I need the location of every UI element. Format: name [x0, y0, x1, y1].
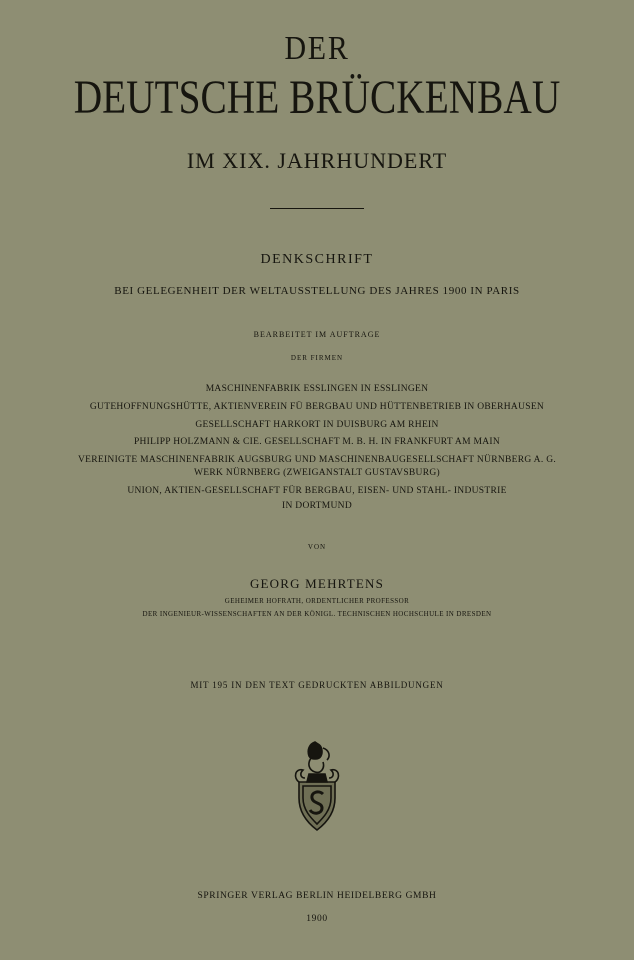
publication-year: 1900	[306, 914, 328, 924]
von-label: VON	[307, 543, 327, 551]
author-affiliation: DER INGENIEUR-WISSENSCHAFTEN AN DER KÖNIGL. TECHNISCHEN HOCHSCHULE IN DRESDEN	[142, 610, 492, 618]
author-name: GEORG MEHRTENS	[249, 576, 385, 591]
publisher-name: SPRINGER VERLAG BERLIN HEIDELBERG GMBH	[197, 891, 437, 901]
springer-knight-emblem-icon	[289, 738, 345, 834]
firm-line: GUTEHOFFNUNGSHÜTTE, AKTIENVEREIN FÜ BERGBAU UND HÜTTENBETRIEB IN OBERHAUSEN	[89, 402, 545, 412]
subtitle: IM XIX. JAHRHUNDERT	[186, 148, 448, 173]
firm-line: PHILIPP HOLZMANN & CIE. GESELLSCHAFT M. B. H. IN FRANKFURT AM MAIN	[133, 437, 501, 447]
author-position: GEHEIMER HOFRATH, ORDENTLICHER PROFESSOR	[224, 597, 410, 605]
divider-rule	[270, 208, 364, 209]
firm-line: MASCHINENFABRIK ESSLINGEN IN ESSLINGEN	[205, 384, 429, 394]
firm-line: IN DORTMUND	[281, 501, 353, 511]
occasion-text: BEI GELEGENHEIT DER WELTAUSSTELLUNG DES JAHRES 1900 IN PARIS	[114, 285, 520, 297]
commission-line: BEARBEITET IM AUFTRAGE	[253, 330, 381, 339]
firms-label: DER FIRMEN	[290, 354, 344, 362]
denkschrift-heading: DENKSCHRIFT	[260, 252, 374, 267]
main-title: DEUTSCHE BRÜCKENBAU	[73, 71, 561, 124]
firm-line: GESELLSCHAFT HARKORT IN DUISBURG AM RHEIN	[195, 420, 439, 430]
title-article: DER	[284, 30, 350, 67]
illustrations-note: MIT 195 IN DEN TEXT GEDRUCKTEN ABBILDUNGEN	[190, 680, 444, 690]
firm-line: WERK NÜRNBERG (ZWEIGANSTALT GUSTAVSBURG)	[194, 468, 440, 478]
firm-line: UNION, AKTIEN-GESELLSCHAFT FÜR BERGBAU, EISEN- UND STAHL- INDUSTRIE	[127, 486, 507, 496]
firm-line: VEREINIGTE MASCHINENFABRIK AUGSBURG UND MASCHINENBAUGESELLSCHAFT NÜRNBERG A. G.	[77, 455, 557, 465]
